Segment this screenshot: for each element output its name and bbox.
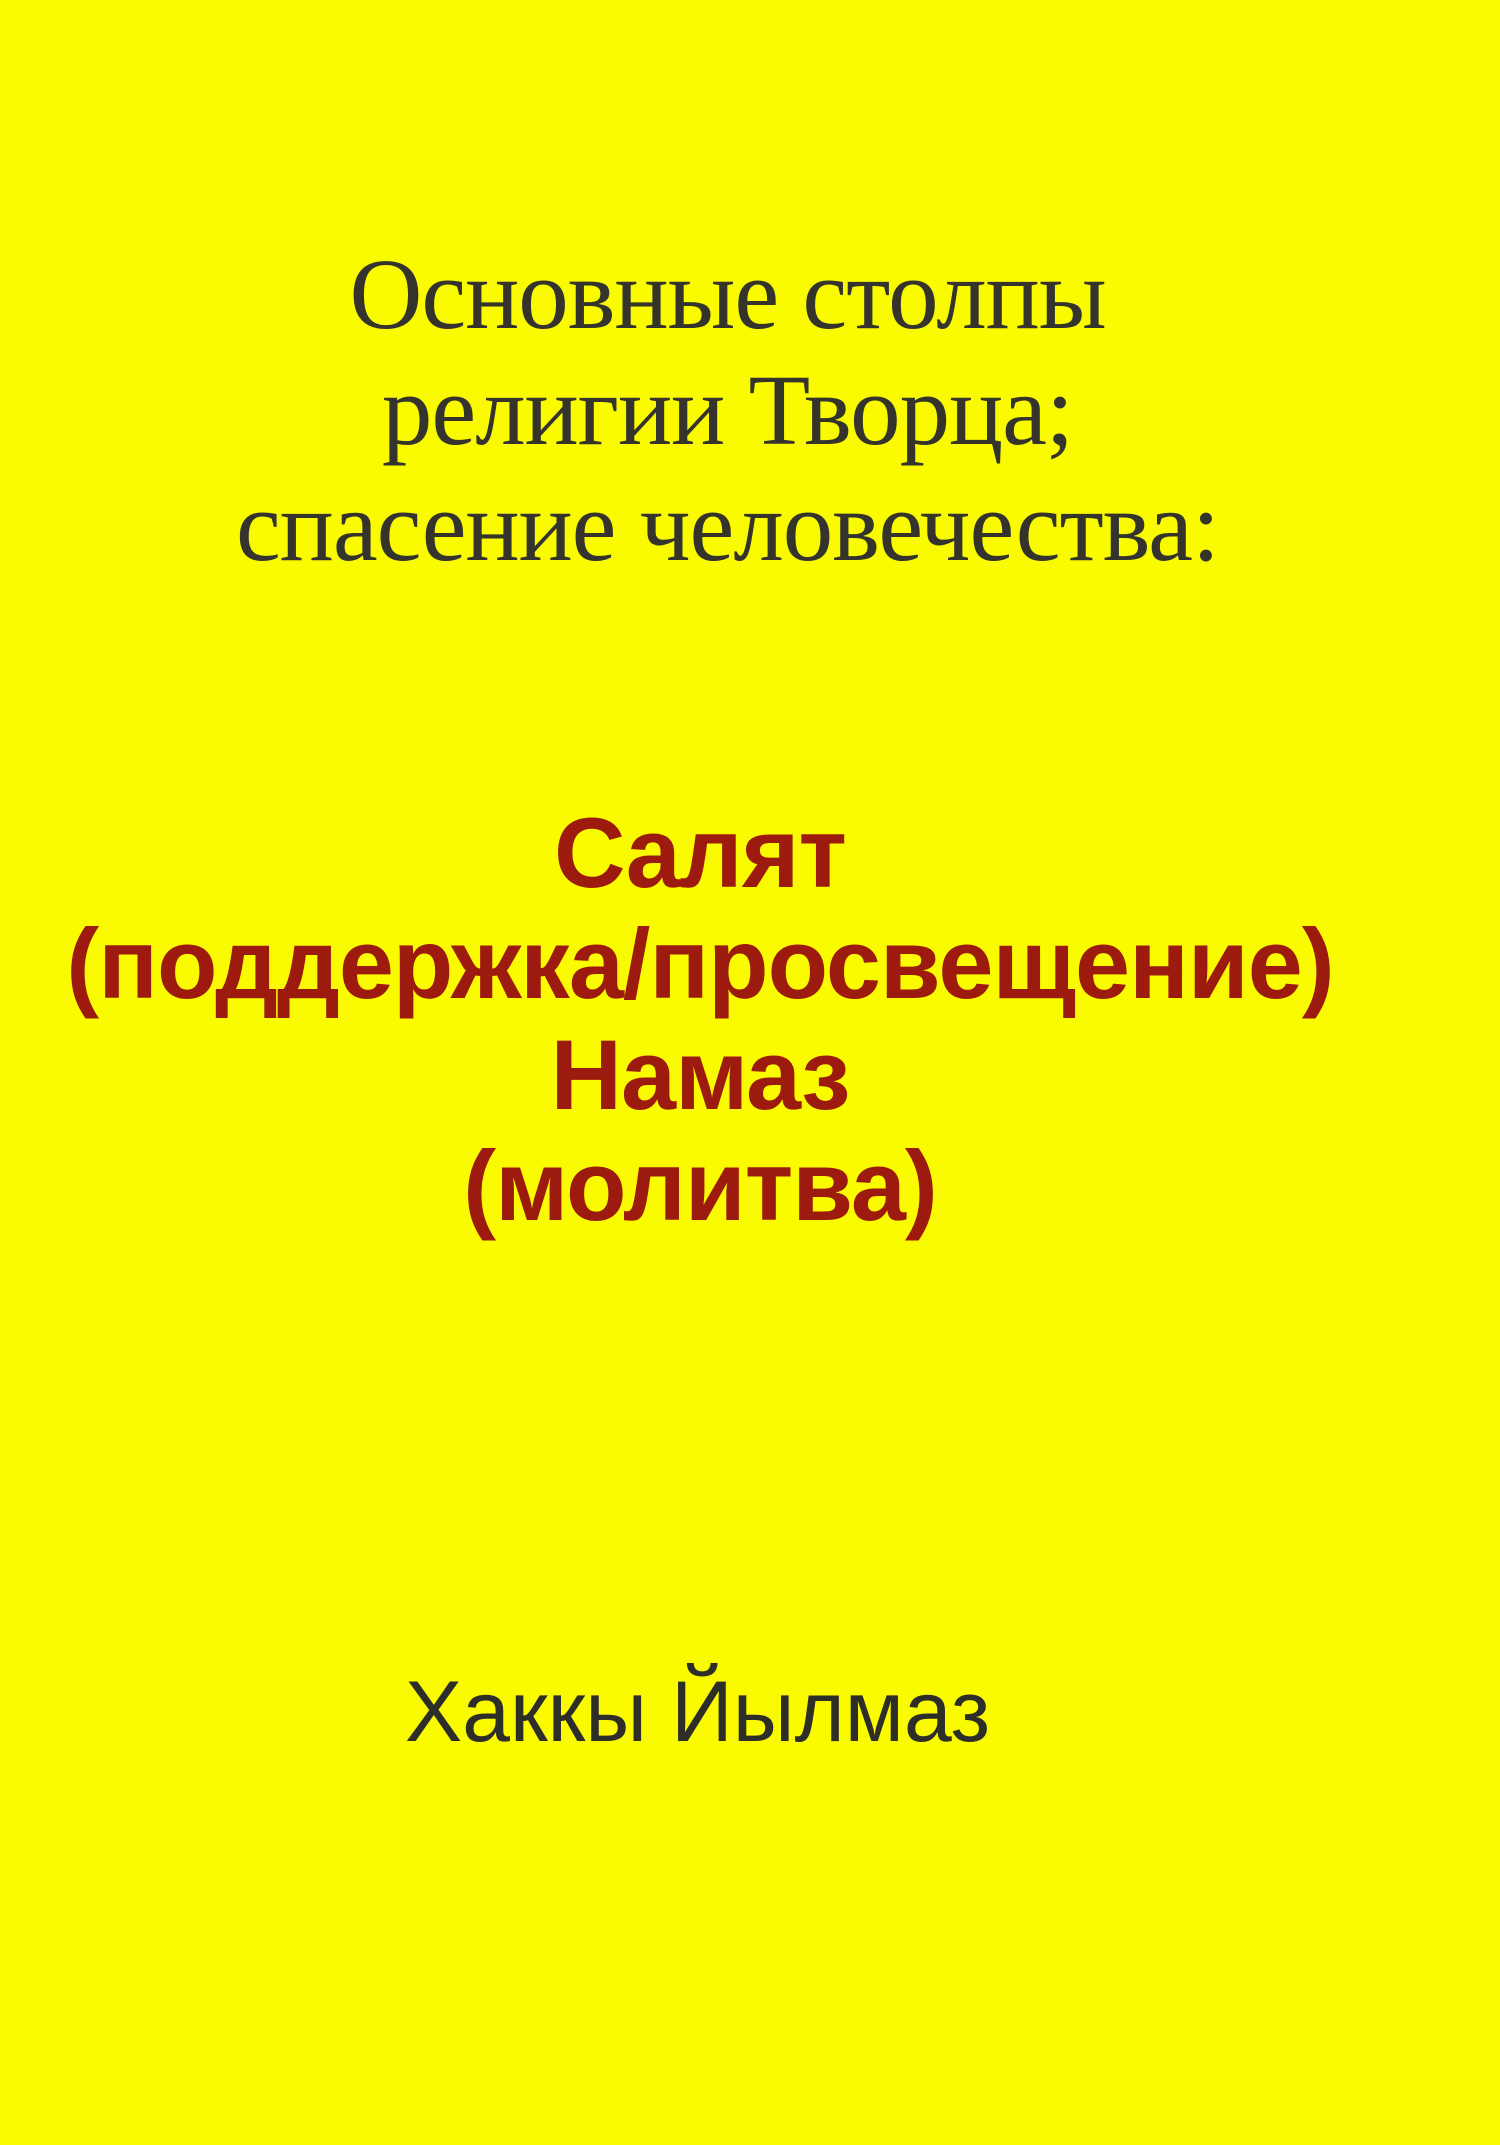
subtitle-line-1: Салят bbox=[554, 797, 846, 908]
title-line-3: спасение человечества: bbox=[235, 470, 1220, 582]
title-line-2: религии Творца; bbox=[381, 354, 1074, 466]
author-name: Хаккы Йылмаз bbox=[404, 1664, 991, 1760]
cover-subtitle bbox=[0, 797, 1400, 1241]
subtitle-line-3: Намаз bbox=[550, 1019, 850, 1130]
cover-title bbox=[0, 236, 1455, 584]
subtitle-line-2: (поддержка/просвещение) bbox=[66, 908, 1334, 1019]
title-line-1: Основные столпы bbox=[349, 238, 1106, 350]
subtitle-line-4: (молитва) bbox=[463, 1130, 937, 1241]
